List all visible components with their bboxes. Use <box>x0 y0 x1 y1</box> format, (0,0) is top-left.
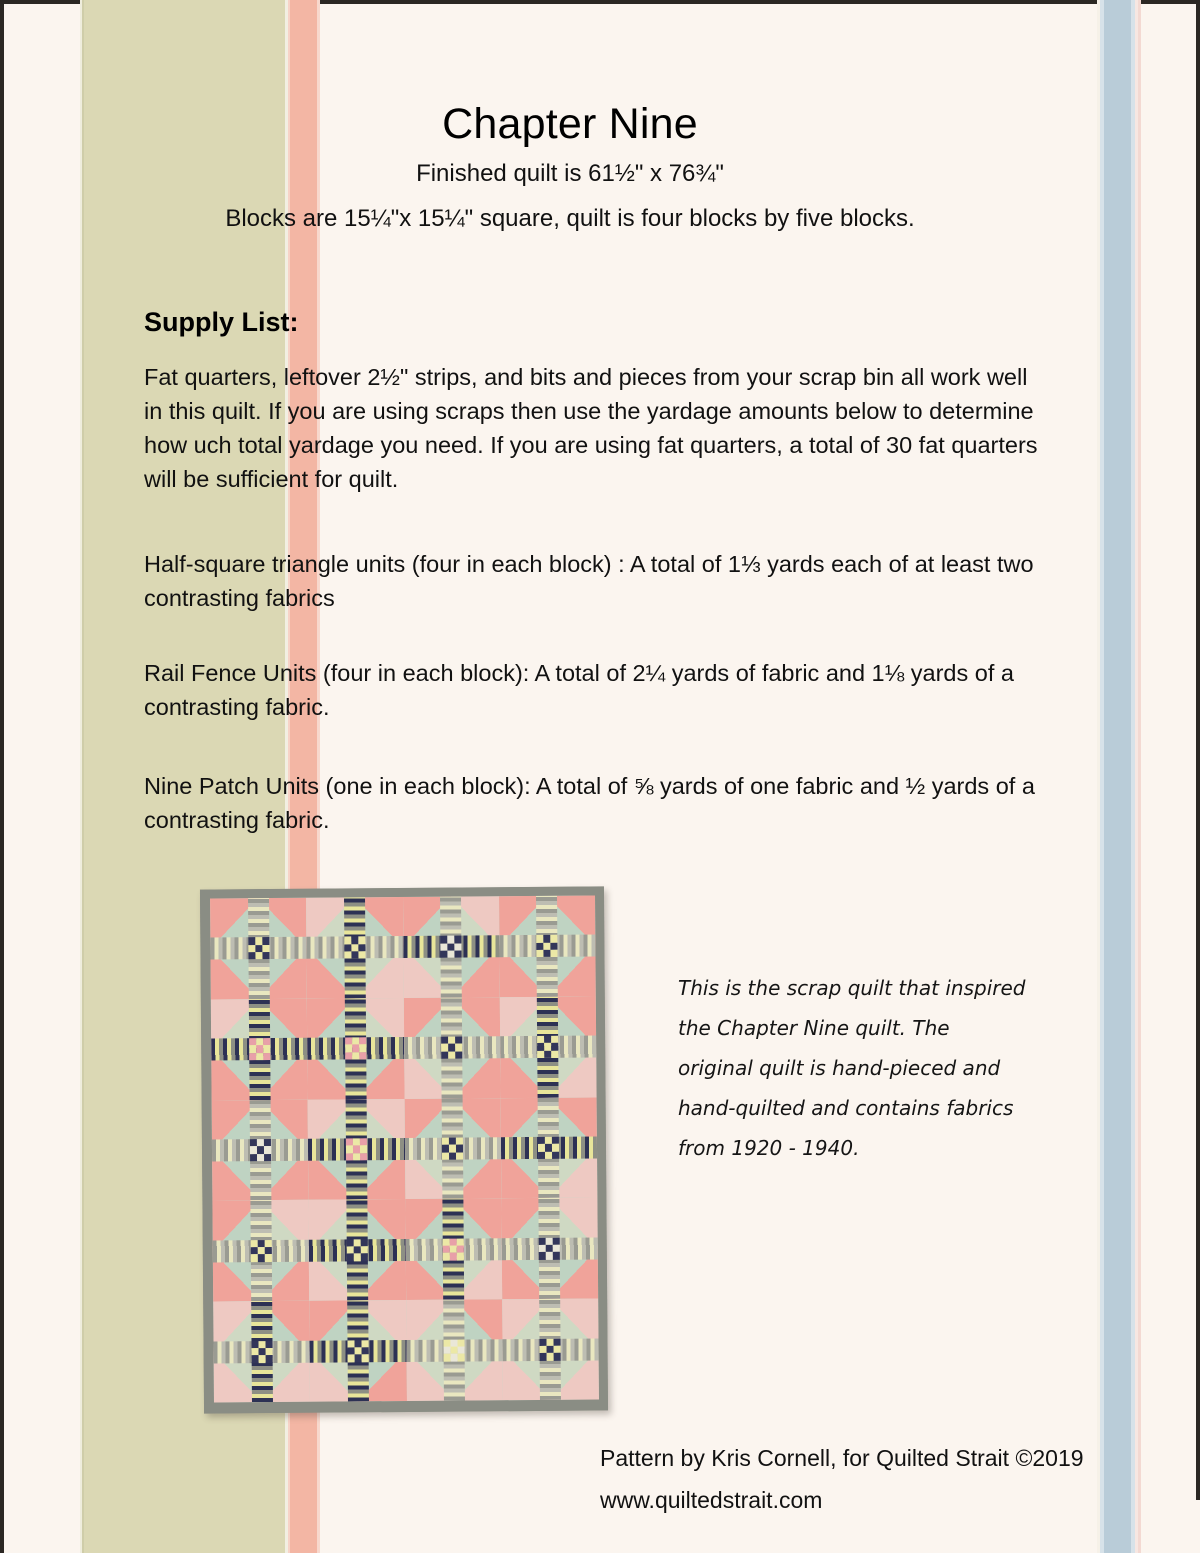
quilt-block <box>501 1198 598 1300</box>
page-title: Chapter Nine <box>442 100 698 148</box>
quilt-block <box>405 1199 502 1301</box>
quilt-block <box>403 896 500 998</box>
rail-fence-paragraph: Rail Fence Units (four in each block): A total of 2¼ yards of fabric and 1⅛ yards of a contrasting fabric. <box>144 660 1014 720</box>
quilt-block <box>211 999 308 1101</box>
quilt-block <box>210 898 307 1000</box>
quilt-block <box>309 1199 406 1301</box>
footer-website: www.quiltedstrait.com <box>600 1487 823 1513</box>
block-layout-text: Blocks are 15¼"x 15¼" square, quilt is four blocks by five blocks. <box>225 205 915 232</box>
quilt-block <box>309 1300 406 1402</box>
supply-list-heading: Supply List: <box>144 307 299 337</box>
quilt-block <box>306 897 403 999</box>
half-square-triangle-paragraph: Half-square triangle units (four in each block) : A total of 1⅓ yards each of at least two contrasting fabrics <box>144 551 1034 611</box>
quilt-block-grid <box>210 895 599 1402</box>
quilt-block <box>500 996 597 1098</box>
quilt-block <box>213 1301 310 1403</box>
quilt-block <box>403 997 500 1099</box>
scrap-quilt-photograph <box>200 886 608 1413</box>
photo-caption: This is the scrap quilt that inspired the Chapter Nine quilt. The original quilt is hand-pieced and hand-quilted and contains fabrics from 1920 - 1940. <box>678 976 1026 1160</box>
quilt-block <box>212 1200 309 1302</box>
quilt-block <box>502 1299 599 1401</box>
quilt-block <box>500 1097 597 1199</box>
quilt-block <box>404 1098 501 1200</box>
quilt-top <box>210 895 599 1402</box>
quilt-block <box>499 895 596 997</box>
quilt-photo-container <box>198 886 615 1420</box>
quilt-block <box>308 1099 405 1201</box>
nine-patch-paragraph: Nine Patch Units (one in each block): A total of ⅝ yards of one fabric and ½ yards of a contrasting fabric. <box>144 773 1035 833</box>
supply-intro-paragraph: Fat quarters, leftover 2½" strips, and bits and pieces from your scrap bin all work well in this quilt. If you are using scraps then use the yardage amounts below to determine how uch total yardage you need. If you are using fat quarters, a total of 30 fat quarters will be sufficient for quilt. <box>144 364 1038 492</box>
footer-credit: Pattern by Kris Cornell, for Quilted Strait ©2019 <box>600 1445 1084 1471</box>
quilt-block <box>212 1099 309 1201</box>
finished-size-text: Finished quilt is 61½" x 76¾" <box>416 160 724 187</box>
quilt-block <box>307 998 404 1100</box>
quilt-block <box>406 1299 503 1401</box>
